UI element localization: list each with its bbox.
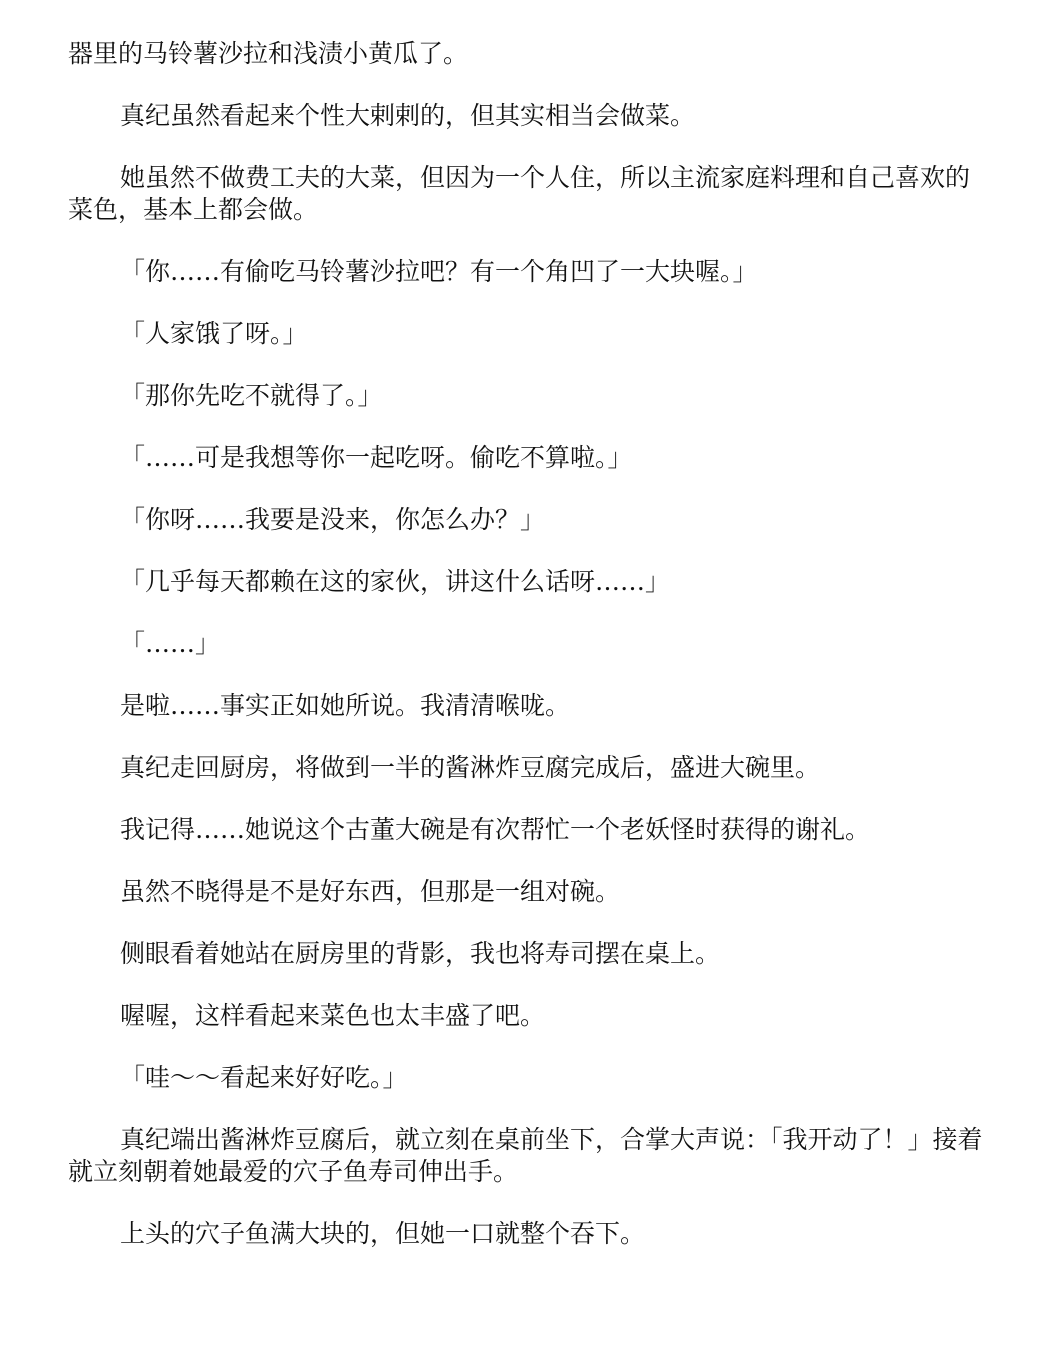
dialogue-line: 「你……有偷吃马铃薯沙拉吧？有一个角凹了一大块喔。」 <box>120 257 758 286</box>
paragraph: 真纪虽然看起来个性大剌剌的，但其实相当会做菜。 <box>120 101 696 130</box>
dialogue-line: 「那你先吃不就得了。」 <box>120 381 383 410</box>
paragraph: 侧眼看着她站在厨房里的背影，我也将寿司摆在桌上。 <box>120 939 721 968</box>
paragraph: 器里的马铃薯沙拉和浅渍小黄瓜了。 <box>68 39 469 68</box>
dialogue-line: 「……可是我想等你一起吃呀。偷吃不算啦。」 <box>120 443 633 472</box>
paragraph: 真纪走回厨房，将做到一半的酱淋炸豆腐完成后，盛进大碗里。 <box>120 753 821 782</box>
paragraph: 我记得……她说这个古董大碗是有次帮忙一个老妖怪时获得的谢礼。 <box>120 815 871 844</box>
paragraph: 她虽然不做费工夫的大菜，但因为一个人住，所以主流家庭料理和自己喜欢的菜色，基本上都会做。 <box>68 163 971 224</box>
dialogue-line: 「……」 <box>120 629 221 658</box>
dialogue-line: 「人家饿了呀。」 <box>120 319 308 348</box>
paragraph: 是啦……事实正如她所说。我清清喉咙。 <box>120 691 571 720</box>
paragraph: 喔喔，这样看起来菜色也太丰盛了吧。 <box>120 1001 546 1030</box>
dialogue-line: 「几乎每天都赖在这的家伙，讲这什么话呀……」 <box>120 567 671 596</box>
paragraph: 虽然不晓得是不是好东西，但那是一组对碗。 <box>120 877 621 906</box>
paragraph: 真纪端出酱淋炸豆腐后，就立刻在桌前坐下，合掌大声说：「我开动了！」接着就立刻朝着她最爱的穴子鱼寿司伸出手。 <box>68 1125 983 1186</box>
dialogue-line: 「哇～～看起来好好吃。」 <box>120 1063 408 1092</box>
paragraph: 上头的穴子鱼满大块的，但她一口就整个吞下。 <box>120 1219 646 1248</box>
dialogue-line: 「你呀……我要是没来，你怎么办？」 <box>120 505 546 534</box>
